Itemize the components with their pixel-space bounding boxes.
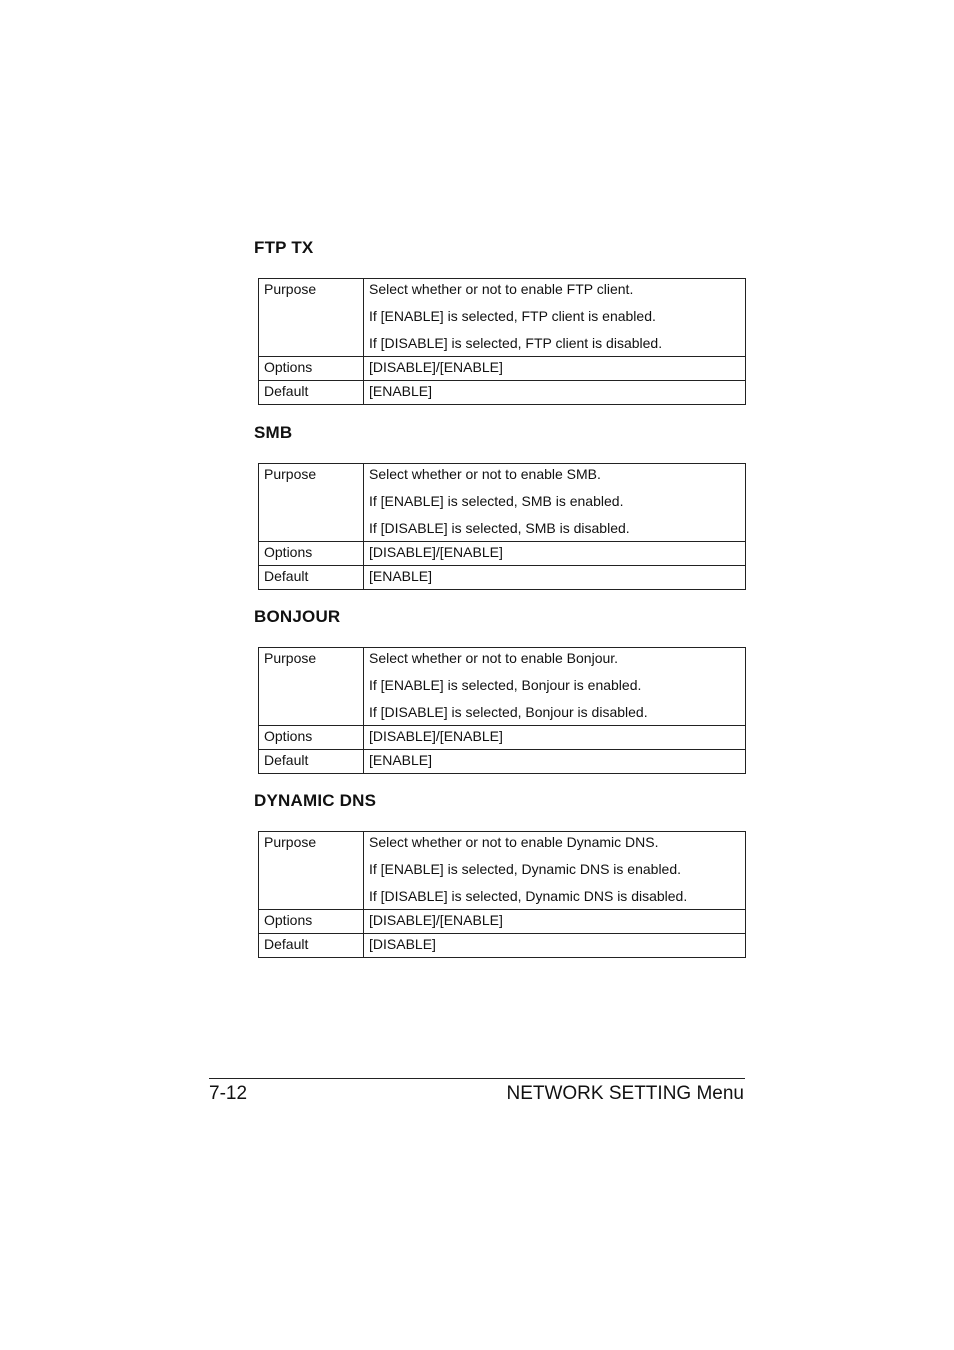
- row-label: Options: [264, 359, 313, 375]
- row-value-cell: [364, 648, 746, 726]
- row-value-cell: [364, 726, 746, 750]
- row-label-cell: [259, 357, 364, 381]
- table-row-purpose: [259, 832, 746, 910]
- row-label-cell: [259, 566, 364, 590]
- row-value: [ENABLE]: [369, 568, 433, 584]
- table-row-options: [259, 357, 746, 381]
- section-title: BONJOUR: [254, 607, 341, 626]
- row-label-cell: [259, 832, 364, 910]
- row-label: Default: [264, 383, 309, 399]
- row-value-cell: [364, 934, 746, 958]
- purpose-line: If [DISABLE] is selected, Bonjour is disabled.: [369, 704, 648, 720]
- row-value-cell: [364, 542, 746, 566]
- row-value-cell: [364, 910, 746, 934]
- purpose-line: If [ENABLE] is selected, SMB is enabled.: [369, 493, 624, 509]
- row-label: Options: [264, 728, 313, 744]
- row-label: Options: [264, 544, 313, 560]
- purpose-line: Select whether or not to enable SMB.: [369, 466, 601, 482]
- table-row-default: [259, 566, 746, 590]
- table-row-default: [259, 381, 746, 405]
- row-value: [DISABLE]: [369, 936, 436, 952]
- purpose-line: If [DISABLE] is selected, FTP client is disabled.: [369, 335, 663, 351]
- row-label-cell: [259, 542, 364, 566]
- row-value: [ENABLE]: [369, 383, 433, 399]
- section-title: SMB: [254, 423, 293, 442]
- row-label-cell: [259, 726, 364, 750]
- row-value: [DISABLE]/[ENABLE]: [369, 544, 503, 560]
- table-row-options: [259, 542, 746, 566]
- purpose-line: Select whether or not to enable Dynamic DNS.: [369, 834, 659, 850]
- section-title: FTP TX: [254, 238, 314, 257]
- row-value-cell: [364, 357, 746, 381]
- row-label-cell: [259, 750, 364, 774]
- row-value: [DISABLE]/[ENABLE]: [369, 359, 503, 375]
- chapter-title: NETWORK SETTING Menu: [506, 1083, 744, 1104]
- row-label: Options: [264, 912, 313, 928]
- row-label: Default: [264, 752, 309, 768]
- table-row-purpose: [259, 464, 746, 542]
- row-value: [DISABLE]/[ENABLE]: [369, 912, 503, 928]
- row-label: Purpose: [264, 281, 317, 297]
- settings-table: [258, 463, 746, 590]
- row-label-cell: [259, 648, 364, 726]
- row-label-cell: [259, 279, 364, 357]
- purpose-line: If [DISABLE] is selected, Dynamic DNS is disabled.: [369, 888, 688, 904]
- row-value-cell: [364, 832, 746, 910]
- row-value-cell: [364, 279, 746, 357]
- footer-divider: [209, 1078, 745, 1079]
- row-label-cell: [259, 464, 364, 542]
- row-label: Purpose: [264, 650, 317, 666]
- row-label: Purpose: [264, 834, 317, 850]
- settings-table: [258, 647, 746, 774]
- row-label: Default: [264, 936, 309, 952]
- row-label-cell: [259, 934, 364, 958]
- table-row-purpose: [259, 279, 746, 357]
- table-row-purpose: [259, 648, 746, 726]
- table-row-default: [259, 934, 746, 958]
- purpose-line: If [ENABLE] is selected, Dynamic DNS is enabled.: [369, 861, 682, 877]
- purpose-line: Select whether or not to enable Bonjour.: [369, 650, 619, 666]
- page-number: 7-12: [209, 1083, 248, 1104]
- row-label-cell: [259, 910, 364, 934]
- table-row-default: [259, 750, 746, 774]
- section-title: DYNAMIC DNS: [254, 791, 377, 810]
- purpose-line: Select whether or not to enable FTP client.: [369, 281, 634, 297]
- row-label: Purpose: [264, 466, 317, 482]
- row-value-cell: [364, 566, 746, 590]
- row-value-cell: [364, 381, 746, 405]
- settings-table: [258, 831, 746, 958]
- row-value-cell: [364, 750, 746, 774]
- row-label: Default: [264, 568, 309, 584]
- row-value: [DISABLE]/[ENABLE]: [369, 728, 503, 744]
- purpose-line: If [ENABLE] is selected, FTP client is enabled.: [369, 308, 656, 324]
- table-row-options: [259, 726, 746, 750]
- row-value: [ENABLE]: [369, 752, 433, 768]
- purpose-line: If [DISABLE] is selected, SMB is disabled.: [369, 520, 630, 536]
- table-row-options: [259, 910, 746, 934]
- row-label-cell: [259, 381, 364, 405]
- row-value-cell: [364, 464, 746, 542]
- settings-table: [258, 278, 746, 405]
- purpose-line: If [ENABLE] is selected, Bonjour is enabled.: [369, 677, 642, 693]
